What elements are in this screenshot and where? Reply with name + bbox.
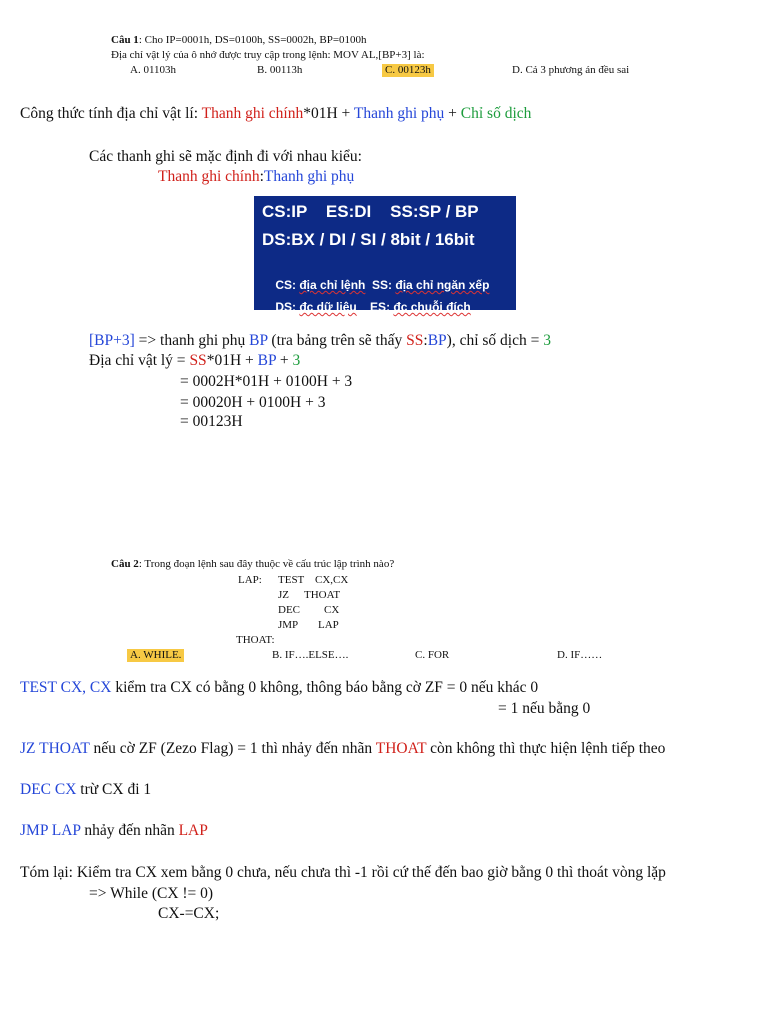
calc-line-3: = 0002H*01H + 0100H + 3 — [180, 373, 353, 390]
code-arg: CX — [324, 604, 340, 616]
calc-line-1 — [89, 331, 551, 351]
code-arg: CX,CX — [315, 574, 349, 586]
calc-text: + — [276, 352, 293, 369]
calc-text: => thanh ghi phụ — [134, 332, 250, 349]
q1-option-a: A. 01103h — [130, 64, 177, 76]
pairs-colon: : — [259, 168, 264, 185]
calc-bp: BP — [249, 332, 268, 349]
q2-option-d: D. IF…… — [557, 649, 603, 661]
summary-while: => While (CX != 0) — [89, 885, 214, 902]
q1-option-d: D. Cả 3 phương án đều sai — [512, 64, 630, 76]
calc-bp: BP — [257, 352, 277, 369]
calc-line-5: = 00123H — [180, 413, 243, 430]
q1-question: Địa chỉ vật lý của ô nhớ được truy cập trong lệnh: MOV AL,[BP+3] là: — [111, 49, 425, 61]
table-row-2: DS:BX / DI / SI / 8bit / 16bit — [262, 230, 475, 249]
code-arg: THOAT — [304, 589, 341, 601]
explain-jmp-text: nhảy đến nhãn — [80, 822, 179, 839]
formula-sub-register: Thanh ghi phụ — [353, 105, 445, 122]
explain-jz-text-2: còn không thì thực hiện lệnh tiếp theo — [426, 740, 666, 757]
pairs-legend — [158, 167, 354, 187]
pairs-main: Thanh ghi chính — [158, 168, 260, 185]
code-line — [238, 589, 368, 601]
q1-title: Câu 1 — [111, 34, 139, 46]
table-ss-desc: địa chỉ ngăn xếp — [395, 278, 490, 292]
code-op: JMP — [278, 619, 299, 631]
calc-line-4: = 00020H + 0100H + 3 — [180, 394, 326, 411]
table-row-4 — [262, 286, 471, 328]
formula-main-register: Thanh ghi chính — [201, 105, 304, 122]
calc-ss: SS — [406, 332, 424, 349]
table-ss-label: SS: — [365, 278, 396, 292]
q1-option-b: B. 00113h — [257, 64, 303, 76]
formula-prefix: Công thức tính địa chỉ vật lí: — [20, 105, 202, 122]
summary-body: CX-=CX; — [158, 905, 220, 922]
code-op: JZ — [278, 589, 289, 601]
pairs-intro: Các thanh ghi sẽ mặc định đi với nhau kiểu: — [89, 148, 362, 165]
q2-question — [111, 558, 394, 571]
table-ds-label: DS: — [275, 300, 300, 314]
q1-given — [111, 34, 367, 47]
formula-plus: + — [444, 105, 461, 122]
explain-jz-cmd: JZ THOAT — [20, 740, 90, 757]
explain-jz-text: nếu cờ ZF (Zezo Flag) = 1 thì nhảy đến nhãn — [89, 740, 376, 757]
explain-jmp — [20, 821, 208, 841]
formula-mult: *01H + — [303, 105, 354, 122]
explain-test-cmd: TEST CX, CX — [20, 679, 112, 696]
formula-offset: Chỉ số dịch — [460, 105, 532, 122]
calc-offset: 3 — [543, 332, 551, 349]
code-line — [238, 604, 368, 616]
calc-line-2 — [89, 351, 300, 371]
explain-jz — [20, 739, 665, 759]
q1-option-c: C. 00123h — [382, 64, 434, 77]
register-pairs-table — [254, 196, 516, 314]
table-cs-desc: địa chỉ lệnh — [299, 278, 366, 292]
pairs-sub: Thanh ghi phụ — [263, 168, 355, 185]
explain-test-2: = 1 nếu bằng 0 — [498, 700, 591, 717]
code-line — [238, 619, 368, 631]
table-es-desc: đc chuỗi đích — [393, 300, 471, 314]
q2-question-text: : Trong đoạn lệnh sau đây thuộc về cấu trúc lập trình nào? — [138, 558, 395, 570]
code-label: LAP: — [238, 574, 262, 586]
explain-jmp-label: LAP — [178, 822, 208, 839]
calc-text: Địa chỉ vật lý = — [89, 352, 190, 369]
calc-text: (tra bảng trên sẽ thấy — [267, 332, 407, 349]
explain-test-text: kiểm tra CX có bằng 0 không, thông báo bằng cờ ZF = 0 nếu khác 0 — [111, 679, 539, 696]
explain-dec-text: trừ CX đi 1 — [76, 781, 152, 798]
table-cs-label: CS: — [275, 278, 300, 292]
explain-dec — [20, 780, 151, 800]
q1-given-text: : Cho IP=0001h, DS=0100h, SS=0002h, BP=0100h — [138, 34, 367, 46]
summary: Tóm lại: Kiểm tra CX xem bằng 0 chưa, nếu chưa thì -1 rồi cứ thế đến bao giờ bằng 0 thì thoát vòng lặp — [20, 864, 666, 881]
code-line — [238, 574, 368, 586]
explain-jmp-cmd: JMP LAP — [20, 822, 81, 839]
formula-line — [20, 104, 531, 124]
table-es-label: ES: — [356, 300, 394, 314]
code-line: THOAT: — [236, 634, 275, 646]
explain-jz-label: THOAT — [375, 740, 427, 757]
q2-option-b: B. IF….ELSE…. — [272, 649, 349, 661]
code-arg: LAP — [318, 619, 339, 631]
calc-text: *01H + — [206, 352, 258, 369]
calc-colon: : — [423, 332, 428, 349]
table-row-1: CS:IP ES:DI SS:SP / BP — [262, 202, 479, 221]
q2-option-c: C. FOR — [415, 649, 450, 661]
table-ds-desc: đc dữ liệu — [299, 300, 357, 314]
explain-dec-cmd: DEC CX — [20, 781, 77, 798]
code-op: DEC — [278, 604, 300, 616]
calc-ss: SS — [189, 352, 207, 369]
explain-test — [20, 678, 538, 698]
code-op: TEST — [278, 574, 305, 586]
q2-title: Câu 2 — [111, 558, 139, 570]
calc-offset: 3 — [292, 352, 301, 369]
calc-operand: [BP+3] — [89, 332, 135, 349]
q2-option-a: A. WHILE. — [127, 649, 184, 662]
calc-bp: BP — [427, 332, 447, 349]
calc-text: ), chỉ số dịch = — [446, 332, 544, 349]
